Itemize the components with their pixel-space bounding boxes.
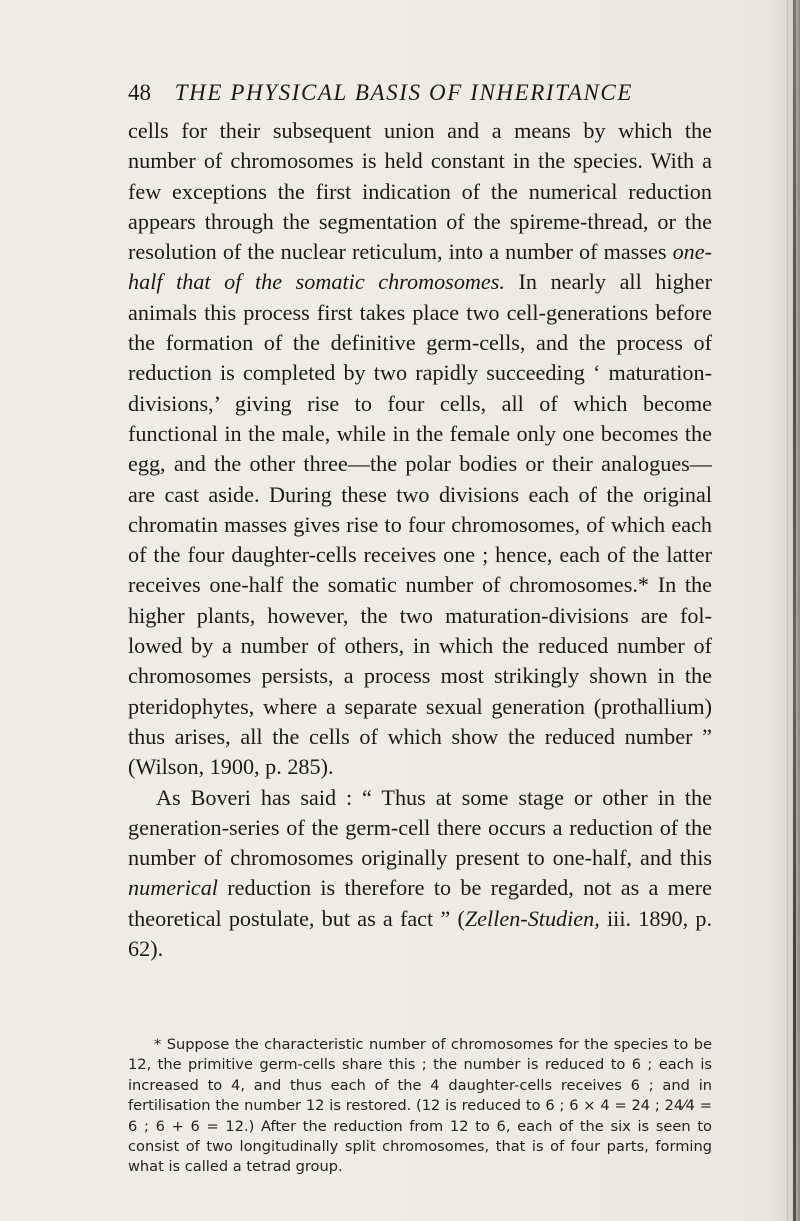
paragraph-2-text-a: As Boveri has said : “ Thus at some stage or other in the generation-series of the germ-cell there occurs a reduction of the number of chromosomes originally present to one-half, and this — [128, 784, 712, 871]
page-edge-shadow — [793, 0, 796, 1221]
page-edge-line — [787, 0, 788, 1221]
paragraph-2 — [128, 783, 712, 965]
running-header — [128, 80, 688, 114]
paragraph-2-text-c: iii. 1890, p. 62). — [128, 905, 712, 962]
body-text — [128, 116, 712, 964]
page-number: 48 — [128, 80, 151, 105]
paragraph-1-text-a: cells for their subsequent union and a means by which the number of chromosomes is held constant in the species. With a few exceptions the first indication of the numerical reduction appears through the segmentation of the spireme-thread, or the resolution of the nuclear reticulum, into a number of masses — [128, 118, 712, 265]
footnote — [128, 1035, 712, 1178]
paragraph-2-text-b: reduction is therefore to be regarded, not as a mere theoretical postulate, but as a fact ” ( — [128, 875, 712, 931]
running-title: THE PHYSICAL BASIS OF INHERITANCE — [174, 80, 634, 105]
paragraph-1-italic: one-half that of the somatic chromosomes. — [128, 239, 712, 295]
paragraph-2-italic-numerical: numerical — [128, 875, 218, 901]
paragraph-1 — [128, 116, 712, 783]
footnote-text: * Suppose the characteristic number of chromosomes for the species to be 12, the primitive germ-cells share this ; the number is reduced to 6 ; each is increased to 4, and thus each of the 4 daughter-cells receives 6 ; and in fertilisation the number 12 is restored. (12 is reduced to 6 ; 6 × 4 = 24 ; 24⁄4 = 6 ; 6 + 6 = 12.) After the reduction from 12 to 6, each of the six is seen to consist of two longitudinally split chromosomes, that is of four parts, forming what is called a tetrad group. — [128, 1036, 712, 1176]
paragraph-1-text-b: In nearly all higher animals this process first takes place two cell-generations before the formation of the definitive germ-cells, and the process of reduction is completed by two rapidly succeeding ‘ maturation-divisions,’ giving rise to four cells, all of which become functional in the male, while in the female only one becomes the egg, and the other three—the polar bodies or their analogues—are cast aside. During these two divisions each of the original chromatin masses gives rise to four chromosomes, of which each of the four daughter-cells receives one ; hence, each of the latter receives one-half the somatic number of chromosomes.* In the higher plants, however, the two maturation-divisions are followed by a number of others, in which the reduced number of chromosomes persists, a process most strikingly shown in the pteridophytes, where a separate sexual generation (prothallium) thus arises, all the cells of which show the reduced number ” (Wilson, 1900, p. 285). — [128, 269, 712, 780]
paragraph-2-italic-citation: Zellen-Studien, — [464, 905, 600, 931]
